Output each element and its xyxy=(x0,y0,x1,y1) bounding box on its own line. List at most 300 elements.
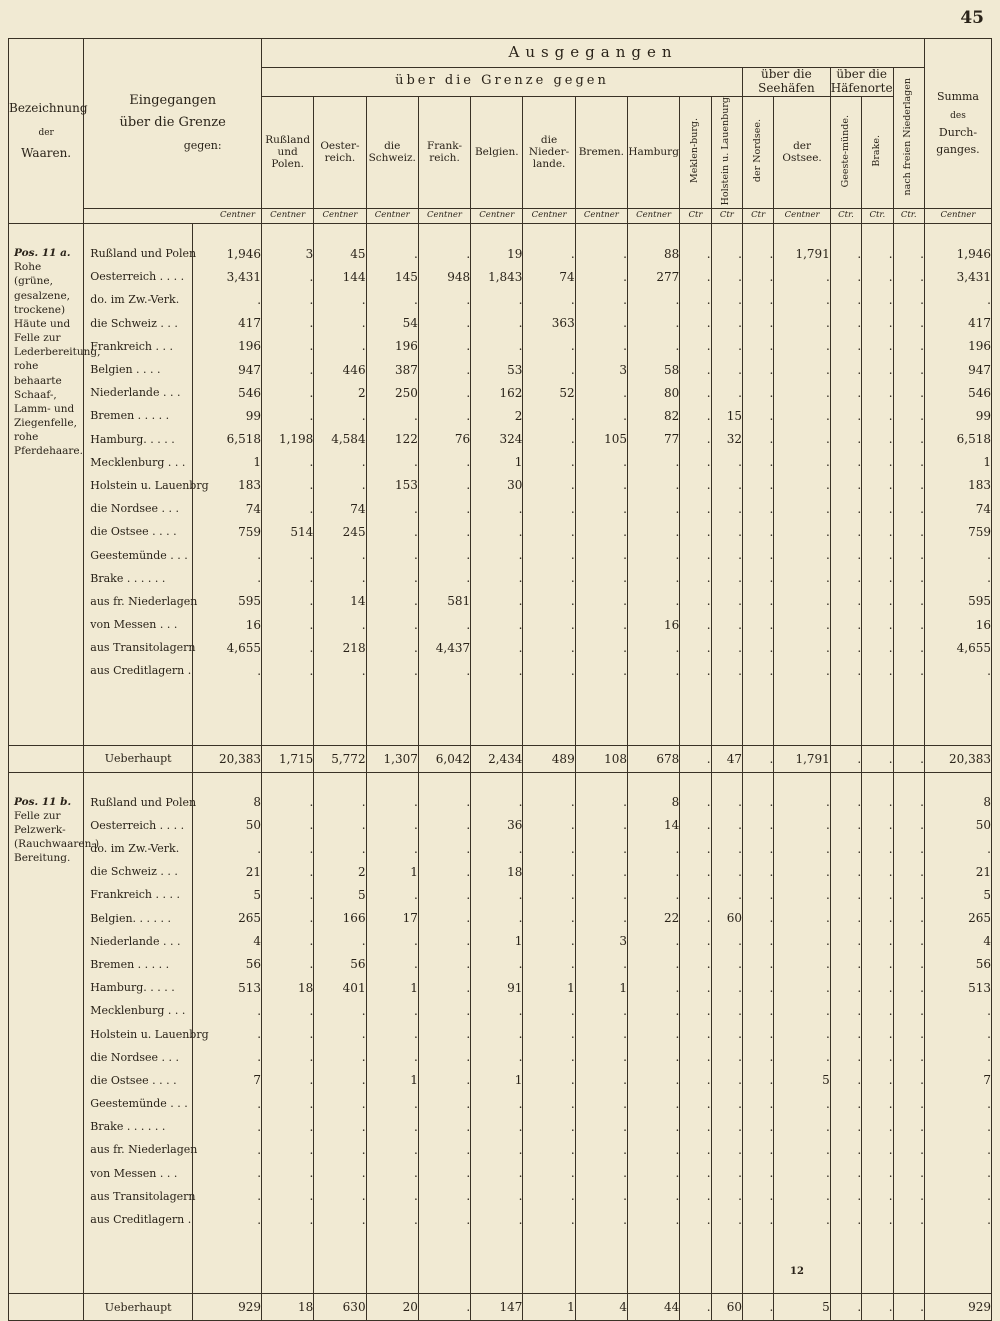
value-cell: . xyxy=(742,659,773,682)
value-cell: . xyxy=(893,288,924,311)
value-cell: . xyxy=(523,1046,575,1069)
value-cell: . xyxy=(830,1138,861,1161)
row-label: aus fr. Niederlagen xyxy=(84,1138,193,1161)
value-cell: . xyxy=(575,1138,627,1161)
value-cell: 50 xyxy=(193,814,262,837)
value-cell: . xyxy=(830,1022,861,1045)
value-cell: . xyxy=(742,242,773,265)
value-cell: . xyxy=(471,1092,523,1115)
spacer-cell xyxy=(418,224,470,243)
value-cell: 401 xyxy=(314,976,366,999)
spacer-cell xyxy=(366,224,418,243)
value-cell: 56 xyxy=(314,953,366,976)
value-cell: . xyxy=(893,312,924,335)
value-cell: . xyxy=(711,242,742,265)
value-cell: . xyxy=(523,474,575,497)
value-cell: . xyxy=(742,1185,773,1208)
value-cell: 1 xyxy=(471,1069,523,1092)
table-row xyxy=(9,567,992,590)
value-cell: . xyxy=(627,860,679,883)
value-cell: . xyxy=(711,497,742,520)
col-header-niederlande: die Nieder-lande. xyxy=(523,96,575,208)
row-label: Belgien. . . . . . xyxy=(84,907,193,930)
value-cell: . xyxy=(262,930,314,953)
position-number: Pos. 11 b. xyxy=(14,795,72,808)
value-cell: . xyxy=(418,358,470,381)
value-cell: . xyxy=(575,999,627,1022)
value-cell: . xyxy=(418,791,470,814)
value-cell: 166 xyxy=(314,907,366,930)
value-cell: . xyxy=(711,1046,742,1069)
unit-cell: Centner xyxy=(924,209,991,224)
value-cell: . xyxy=(575,659,627,682)
value-cell: . xyxy=(262,312,314,335)
value-cell: . xyxy=(830,930,861,953)
value-cell: . xyxy=(774,590,830,613)
value-cell: 7 xyxy=(193,1069,262,1092)
col-header-belgien: Belgien. xyxy=(471,96,523,208)
table-row xyxy=(9,907,992,930)
value-cell: . xyxy=(314,1092,366,1115)
value-cell: . xyxy=(742,381,773,404)
value-cell: . xyxy=(627,1115,679,1138)
value-cell: . xyxy=(575,1185,627,1208)
value-cell: . xyxy=(262,335,314,358)
gap-cell xyxy=(314,1231,366,1294)
row-label: aus Transitolagern xyxy=(84,636,193,659)
value-cell: . xyxy=(742,265,773,288)
value-cell: 759 xyxy=(924,520,991,543)
value-cell: . xyxy=(742,1115,773,1138)
value-cell: . xyxy=(862,1022,893,1045)
col-header-nordsee: der Nordsee. xyxy=(742,96,773,208)
value-cell: . xyxy=(314,1162,366,1185)
value-cell: . xyxy=(924,1138,991,1161)
value-cell: . xyxy=(711,814,742,837)
value-cell: . xyxy=(774,451,830,474)
value-cell: . xyxy=(262,860,314,883)
value-cell: . xyxy=(314,335,366,358)
value-cell: . xyxy=(314,451,366,474)
value-cell: . xyxy=(742,613,773,636)
value-cell: . xyxy=(711,1138,742,1161)
total-value: . xyxy=(893,745,924,772)
value-cell: . xyxy=(742,497,773,520)
value-cell: . xyxy=(774,659,830,682)
value-cell: . xyxy=(862,1138,893,1161)
value-cell: . xyxy=(471,999,523,1022)
value-cell: 77 xyxy=(627,428,679,451)
value-cell: . xyxy=(924,1208,991,1231)
value-cell: . xyxy=(742,636,773,659)
spacer-cell xyxy=(523,224,575,243)
value-cell: . xyxy=(523,860,575,883)
spacer-cell xyxy=(84,224,193,243)
value-cell: . xyxy=(314,659,366,682)
value-cell: . xyxy=(575,265,627,288)
value-cell: . xyxy=(575,451,627,474)
value-cell: . xyxy=(774,1208,830,1231)
row-label: Oesterreich . . . . xyxy=(84,814,193,837)
value-cell: . xyxy=(711,1022,742,1045)
value-cell: . xyxy=(742,1092,773,1115)
value-cell: . xyxy=(893,907,924,930)
value-cell: . xyxy=(774,1138,830,1161)
gap-cell xyxy=(84,683,193,746)
value-cell: . xyxy=(862,636,893,659)
unit-cell: Centner xyxy=(84,209,262,224)
value-cell: . xyxy=(418,860,470,883)
value-cell: . xyxy=(893,335,924,358)
value-cell: . xyxy=(893,1069,924,1092)
value-cell: . xyxy=(742,999,773,1022)
value-cell: . xyxy=(471,791,523,814)
value-cell: . xyxy=(680,1115,711,1138)
value-cell: 948 xyxy=(418,265,470,288)
gap-cell xyxy=(575,683,627,746)
value-cell: 250 xyxy=(366,381,418,404)
value-cell: . xyxy=(575,1022,627,1045)
value-cell: . xyxy=(680,543,711,566)
section-description xyxy=(9,242,101,745)
total-value: 18 xyxy=(262,1294,314,1321)
value-cell: . xyxy=(742,1162,773,1185)
value-cell: . xyxy=(774,288,830,311)
value-cell: . xyxy=(893,1162,924,1185)
value-cell: . xyxy=(575,335,627,358)
value-cell: . xyxy=(418,659,470,682)
value-cell: . xyxy=(523,613,575,636)
unit-cell: Ctr xyxy=(742,209,773,224)
total-value: 1,715 xyxy=(262,745,314,772)
value-cell: . xyxy=(523,335,575,358)
gap-cell xyxy=(366,1231,418,1294)
value-cell: 16 xyxy=(627,613,679,636)
value-cell: . xyxy=(711,976,742,999)
total-value: . xyxy=(893,1294,924,1321)
row-label: Hamburg. . . . . xyxy=(84,428,193,451)
value-cell: . xyxy=(862,1092,893,1115)
value-cell: . xyxy=(893,567,924,590)
value-cell: . xyxy=(418,999,470,1022)
value-cell: . xyxy=(830,1115,861,1138)
value-cell: . xyxy=(193,1208,262,1231)
value-cell: . xyxy=(471,1162,523,1185)
value-cell: . xyxy=(742,1046,773,1069)
row-label: aus Creditlagern . xyxy=(84,1208,193,1231)
value-cell: . xyxy=(893,860,924,883)
value-cell: . xyxy=(862,404,893,427)
value-cell: 53 xyxy=(471,358,523,381)
row-label: die Nordsee . . . xyxy=(84,1046,193,1069)
value-cell: . xyxy=(862,1115,893,1138)
table-row xyxy=(9,497,992,520)
value-cell: . xyxy=(711,636,742,659)
gap-cell xyxy=(862,1231,893,1294)
spacer-cell xyxy=(742,772,773,791)
col-header-ostsee: der Ostsee. xyxy=(774,96,830,208)
value-cell: . xyxy=(262,1092,314,1115)
gap-cell xyxy=(418,683,470,746)
value-cell: . xyxy=(575,860,627,883)
value-cell: . xyxy=(523,659,575,682)
value-cell: . xyxy=(830,543,861,566)
value-cell: . xyxy=(523,1069,575,1092)
value-cell: . xyxy=(742,1208,773,1231)
gap-cell xyxy=(774,683,830,746)
value-cell: 4,584 xyxy=(314,428,366,451)
value-cell: 1,946 xyxy=(193,242,262,265)
value-cell: . xyxy=(742,520,773,543)
value-cell: . xyxy=(862,335,893,358)
value-cell: . xyxy=(366,1138,418,1161)
value-cell: . xyxy=(742,791,773,814)
value-cell: 88 xyxy=(627,242,679,265)
value-cell: . xyxy=(893,953,924,976)
value-cell: . xyxy=(366,590,418,613)
value-cell: . xyxy=(830,814,861,837)
value-cell: . xyxy=(680,474,711,497)
value-cell: 122 xyxy=(366,428,418,451)
value-cell: . xyxy=(893,474,924,497)
col-header-frankreich: Frank-reich. xyxy=(418,96,470,208)
value-cell: 183 xyxy=(193,474,262,497)
value-cell: . xyxy=(742,883,773,906)
value-cell: . xyxy=(366,636,418,659)
value-cell: . xyxy=(366,543,418,566)
row-label: Niederlande . . . xyxy=(84,381,193,404)
total-value: . xyxy=(418,1294,470,1321)
col-header-hamburg: Hamburg xyxy=(627,96,679,208)
value-cell: . xyxy=(575,381,627,404)
value-cell: . xyxy=(314,474,366,497)
col-header-oesterreich: Oester-reich. xyxy=(314,96,366,208)
row-label: aus fr. Niederlagen xyxy=(84,590,193,613)
value-cell: . xyxy=(711,1092,742,1115)
value-cell: . xyxy=(523,520,575,543)
value-cell: . xyxy=(680,613,711,636)
value-cell: . xyxy=(893,1022,924,1045)
value-cell: . xyxy=(774,1185,830,1208)
value-cell: 245 xyxy=(314,520,366,543)
table-row xyxy=(9,265,992,288)
gap-cell xyxy=(711,683,742,746)
value-cell: . xyxy=(862,1185,893,1208)
value-cell: . xyxy=(924,999,991,1022)
value-cell: . xyxy=(680,567,711,590)
value-cell: . xyxy=(774,335,830,358)
value-cell: . xyxy=(774,907,830,930)
value-cell: . xyxy=(680,953,711,976)
value-cell: . xyxy=(830,1185,861,1208)
value-cell: 514 xyxy=(262,520,314,543)
incoming-col-header: Eingegangen über die Grenze gegen: xyxy=(84,39,262,209)
value-cell: . xyxy=(314,1208,366,1231)
value-cell: . xyxy=(314,1138,366,1161)
row-label: Rußland und Polen xyxy=(84,791,193,814)
value-cell: . xyxy=(314,999,366,1022)
value-cell: . xyxy=(774,1046,830,1069)
value-cell: . xyxy=(711,999,742,1022)
transit-table xyxy=(8,38,992,1321)
spacer-cell xyxy=(680,772,711,791)
value-cell: . xyxy=(627,1022,679,1045)
value-cell: . xyxy=(774,312,830,335)
value-cell: . xyxy=(830,907,861,930)
value-cell: . xyxy=(830,1046,861,1069)
row-label: Bremen . . . . . xyxy=(84,404,193,427)
gap-cell xyxy=(193,1231,262,1294)
value-cell: . xyxy=(471,520,523,543)
gap-cell xyxy=(262,683,314,746)
value-cell: . xyxy=(862,1208,893,1231)
table-row xyxy=(9,1069,992,1092)
value-cell: . xyxy=(471,1208,523,1231)
value-cell: . xyxy=(711,335,742,358)
total-value: 929 xyxy=(193,1294,262,1321)
row-label: aus Transitolagern xyxy=(84,1185,193,1208)
value-cell: . xyxy=(523,814,575,837)
table-row xyxy=(9,791,992,814)
value-cell: 99 xyxy=(924,404,991,427)
value-cell: . xyxy=(193,288,262,311)
value-cell: 80 xyxy=(627,381,679,404)
value-cell: . xyxy=(262,1162,314,1185)
value-cell: . xyxy=(627,543,679,566)
table-row xyxy=(9,837,992,860)
value-cell: . xyxy=(575,1069,627,1092)
value-cell: . xyxy=(627,1138,679,1161)
value-cell: . xyxy=(893,497,924,520)
value-cell: . xyxy=(366,999,418,1022)
table-body xyxy=(9,224,992,1321)
total-value: 147 xyxy=(471,1294,523,1321)
value-cell: . xyxy=(418,1092,470,1115)
total-value: 60 xyxy=(711,1294,742,1321)
value-cell: . xyxy=(862,520,893,543)
value-cell: . xyxy=(680,1138,711,1161)
row-label: Mecklenburg . . . xyxy=(84,999,193,1022)
col-header-bremen: Bremen. xyxy=(575,96,627,208)
value-cell: . xyxy=(314,567,366,590)
total-row xyxy=(9,1294,992,1321)
value-cell: . xyxy=(830,636,861,659)
value-cell: . xyxy=(262,474,314,497)
unit-cell: Ctr. xyxy=(893,209,924,224)
value-cell: . xyxy=(418,1208,470,1231)
value-cell: . xyxy=(893,659,924,682)
value-cell: . xyxy=(523,953,575,976)
value-cell: . xyxy=(627,636,679,659)
value-cell: . xyxy=(680,451,711,474)
value-cell: 1 xyxy=(366,1069,418,1092)
value-cell: . xyxy=(575,288,627,311)
value-cell: . xyxy=(575,543,627,566)
value-cell: . xyxy=(366,242,418,265)
value-cell: 54 xyxy=(366,312,418,335)
value-cell: . xyxy=(627,1162,679,1185)
value-cell: . xyxy=(774,497,830,520)
value-cell: . xyxy=(366,659,418,682)
spacer-cell xyxy=(627,772,679,791)
value-cell: . xyxy=(711,1162,742,1185)
spacer-cell xyxy=(523,772,575,791)
value-cell: . xyxy=(830,1208,861,1231)
value-cell: . xyxy=(366,791,418,814)
value-cell: . xyxy=(193,567,262,590)
spacer-cell xyxy=(9,772,84,791)
value-cell: . xyxy=(627,451,679,474)
gap-cell xyxy=(523,1231,575,1294)
value-cell: . xyxy=(774,428,830,451)
value-cell: . xyxy=(627,1069,679,1092)
total-value: . xyxy=(862,1294,893,1321)
value-cell: . xyxy=(830,1069,861,1092)
value-cell: . xyxy=(862,497,893,520)
value-cell: . xyxy=(742,288,773,311)
value-cell: 74 xyxy=(523,265,575,288)
gap-cell xyxy=(418,1231,470,1294)
value-cell: . xyxy=(418,613,470,636)
value-cell: . xyxy=(575,1208,627,1231)
gap-cell xyxy=(471,683,523,746)
value-cell: . xyxy=(471,613,523,636)
value-cell: . xyxy=(680,381,711,404)
row-label: Brake . . . . . . xyxy=(84,1115,193,1138)
value-cell: . xyxy=(523,883,575,906)
value-cell: . xyxy=(262,265,314,288)
value-cell: 2 xyxy=(471,404,523,427)
value-cell: 1 xyxy=(366,976,418,999)
value-cell: . xyxy=(774,999,830,1022)
value-cell: . xyxy=(575,312,627,335)
spacer-cell xyxy=(193,224,262,243)
value-cell: 1,791 xyxy=(774,242,830,265)
table-row xyxy=(9,451,992,474)
value-cell: . xyxy=(830,883,861,906)
spacer-cell xyxy=(924,772,991,791)
gap-cell xyxy=(711,1231,742,1294)
value-cell: . xyxy=(742,837,773,860)
gap-cell xyxy=(575,1231,627,1294)
value-cell: 8 xyxy=(627,791,679,814)
total-value: . xyxy=(742,1294,773,1321)
value-cell: . xyxy=(262,1022,314,1045)
value-cell: . xyxy=(523,451,575,474)
value-cell: . xyxy=(830,358,861,381)
value-cell: . xyxy=(742,930,773,953)
value-cell: . xyxy=(418,242,470,265)
value-cell: . xyxy=(523,590,575,613)
value-cell: . xyxy=(774,265,830,288)
gap-cell xyxy=(314,683,366,746)
gap-cell xyxy=(262,1231,314,1294)
value-cell: . xyxy=(262,636,314,659)
row-label: die Ostsee . . . . xyxy=(84,520,193,543)
value-cell: . xyxy=(711,1208,742,1231)
footer-number: 12 xyxy=(790,1266,804,1277)
value-cell: . xyxy=(893,1115,924,1138)
table-row xyxy=(9,543,992,566)
row-label: die Schweiz . . . xyxy=(84,312,193,335)
value-cell: . xyxy=(366,497,418,520)
value-cell: . xyxy=(774,860,830,883)
value-cell: . xyxy=(893,930,924,953)
value-cell: 417 xyxy=(924,312,991,335)
value-cell: . xyxy=(262,543,314,566)
value-cell: 4,437 xyxy=(418,636,470,659)
value-cell: . xyxy=(262,1185,314,1208)
